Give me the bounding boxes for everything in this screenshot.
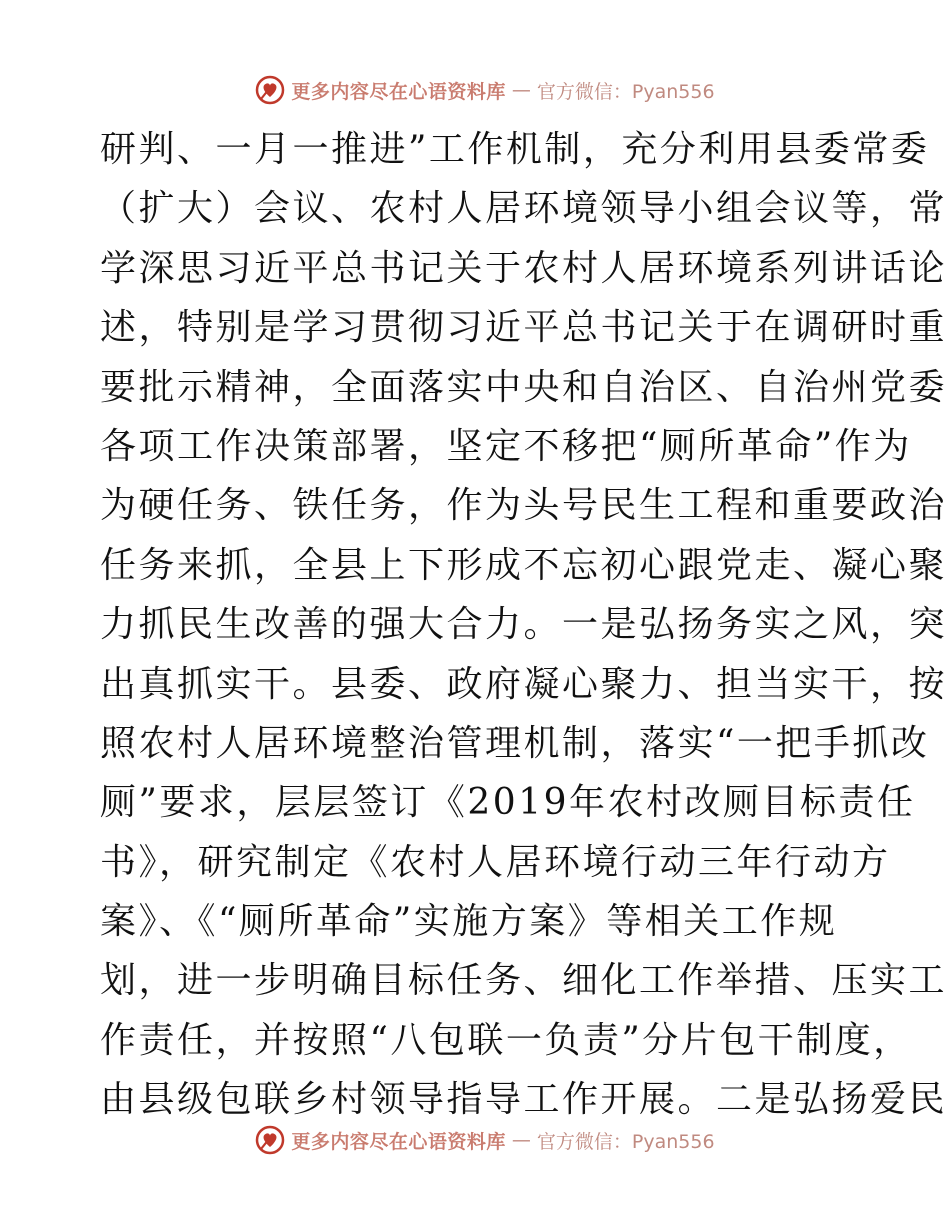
header-banner-main-text: 更多内容尽在心语资料库 xyxy=(291,80,506,103)
body-line: 为硬任务、铁任务，作为头号民生工程和重要政治 xyxy=(100,485,948,527)
body-text xyxy=(100,120,948,1130)
header-banner-official-text: 官方微信：Pyan556 xyxy=(536,80,715,103)
body-line: 作责任，并按照“八包联一负责”分片包干制度， xyxy=(100,1019,912,1061)
body-line: 厕”要求，层层签订《2019年农村改厕目标责任 xyxy=(100,782,916,824)
footer-banner xyxy=(0,1120,950,1160)
body-line: 述，特别是学习贯彻习近平总书记关于在调研时重 xyxy=(100,307,948,349)
body-line: （扩大）会议、农村人居环境领导小组会议等，常 xyxy=(100,188,948,230)
body-line: 学深思习近平总书记关于农村人居环境系列讲话论 xyxy=(100,247,948,289)
footer-banner-inner xyxy=(255,1125,714,1155)
header-banner-separator: — xyxy=(511,79,531,101)
body-line: 划，进一步明确目标任务、细化工作举措、压实工 xyxy=(100,960,948,1002)
footer-banner-separator: — xyxy=(511,1129,531,1151)
body-line: 研判、一月一推进”工作机制，充分利用县委常委 xyxy=(100,129,930,170)
body-line: 出真抓实干。县委、政府凝心聚力、担当实干，按 xyxy=(100,663,948,705)
heart-book-logo-icon xyxy=(255,75,285,105)
header-banner-inner xyxy=(255,75,714,105)
heart-book-logo-icon xyxy=(255,1125,285,1155)
footer-banner-main-text: 更多内容尽在心语资料库 xyxy=(291,1130,506,1153)
body-line: 任务来抓，全县上下形成不忘初心跟党走、凝心聚 xyxy=(100,544,948,586)
body-line: 要批示精神，全面落实中央和自治区、自治州党委 xyxy=(100,366,948,408)
body-line: 书》，研究制定《农村人居环境行动三年行动方 xyxy=(100,841,891,883)
body-line: 照农村人居环境整治管理机制，落实“一把手抓改 xyxy=(100,722,930,764)
body-line: 力抓民生改善的强大合力。一是弘扬务实之风，突 xyxy=(100,604,948,646)
body-line: 由县级包联乡村领导指导工作开展。二是弘扬爱民 xyxy=(100,1079,948,1121)
body-line: 各项工作决策部署，坚定不移把“厕所革命”作为 xyxy=(100,425,912,467)
body-line: 案》、《“厕所革命”实施方案》等相关工作规 xyxy=(100,901,838,943)
header-banner xyxy=(0,70,950,110)
footer-banner-official-text: 官方微信：Pyan556 xyxy=(536,1130,715,1153)
